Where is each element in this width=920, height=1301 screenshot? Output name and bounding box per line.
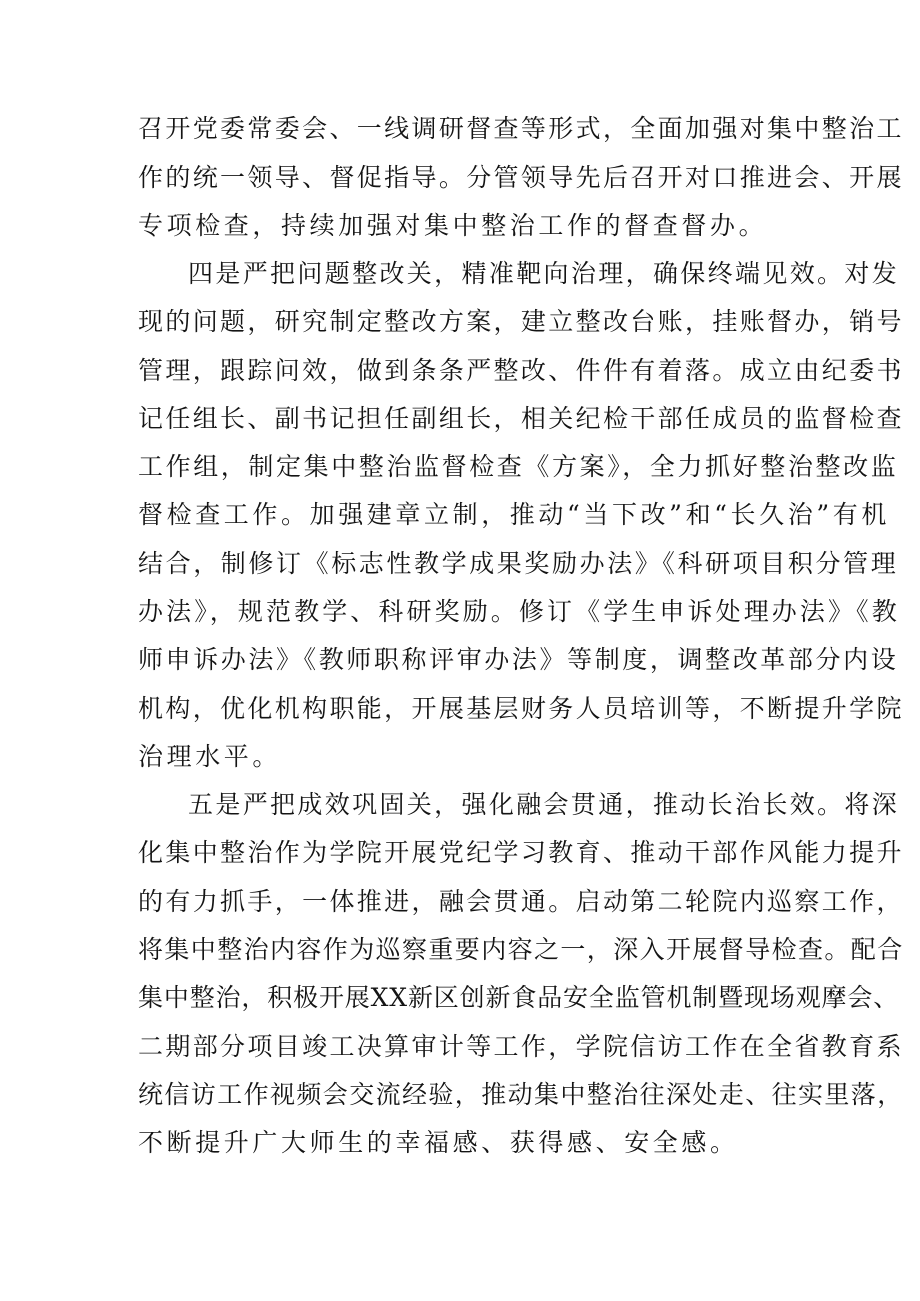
text-line: 集中整治，积极开展XX新区创新食品安全监管机制暨现场观摩会、 xyxy=(138,983,900,1012)
text-line: 二期部分项目竣工决算审计等工作，学院信访工作在全省教育系 xyxy=(138,1032,904,1061)
text-line: 师申诉办法》《教师职称评审办法》等制度，调整改革部分内设 xyxy=(138,645,899,674)
text-line: 记任组长、副书记担任副组长，相关纪检干部任成员的监督检查 xyxy=(138,404,904,433)
text-line: 的有力抓手，一体推进，融会贯通。启动第二轮院内巡察工作， xyxy=(138,887,904,916)
text-line: 结合，制修订《标志性教学成果奖励办法》《科研项目积分管理 xyxy=(138,549,899,578)
paragraph-4-heading-line: 四是严把问题整改关，精准靶向治理，确保终端见效。对发 xyxy=(188,259,900,288)
text-line: 治理水平。 xyxy=(138,742,282,771)
text-line: 督检查工作。加强建章立制，推动“当下改”和“长久治”有机 xyxy=(138,500,890,529)
text-line: 不断提升广大师生的幸福感、获得感、安全感。 xyxy=(138,1128,739,1157)
text-line: 机构，优化机构职能，开展基层财务人员培训等，不断提升学院 xyxy=(138,694,904,723)
text-line: 专项检查，持续加强对集中整治工作的督查督办。 xyxy=(138,211,768,240)
text-line: 办法》，规范教学、科研奖励。修订《学生申诉处理办法》《教 xyxy=(138,597,900,626)
text-line: 将集中整治内容作为巡察重要内容之一，深入开展督导检查。配合 xyxy=(138,935,904,964)
text-line: 现的问题，研究制定整改方案，建立整改台账，挂账督办，销号 xyxy=(138,307,904,336)
text-line: 作的统一领导、督促指导。分管领导先后召开对口推进会、开展 xyxy=(138,163,904,192)
text-line: 统信访工作视频会交流经验，推动集中整治往深处走、往实里落， xyxy=(138,1080,904,1109)
paragraph-5-heading-line: 五是严把成效巩固关，强化融会贯通，推动长治长效。将深 xyxy=(188,790,900,819)
text-line: 管理，跟踪问效，做到条条严整改、件件有着落。成立由纪委书 xyxy=(138,356,904,385)
text-line: 召开党委常委会、一线调研督查等形式，全面加强对集中整治工 xyxy=(138,114,904,143)
text-line: 化集中整治作为学院开展党纪学习教育、推动干部作风能力提升 xyxy=(138,838,904,867)
text-line: 工作组，制定集中整治监督检查《方案》，全力抓好整治整改监 xyxy=(138,452,899,481)
